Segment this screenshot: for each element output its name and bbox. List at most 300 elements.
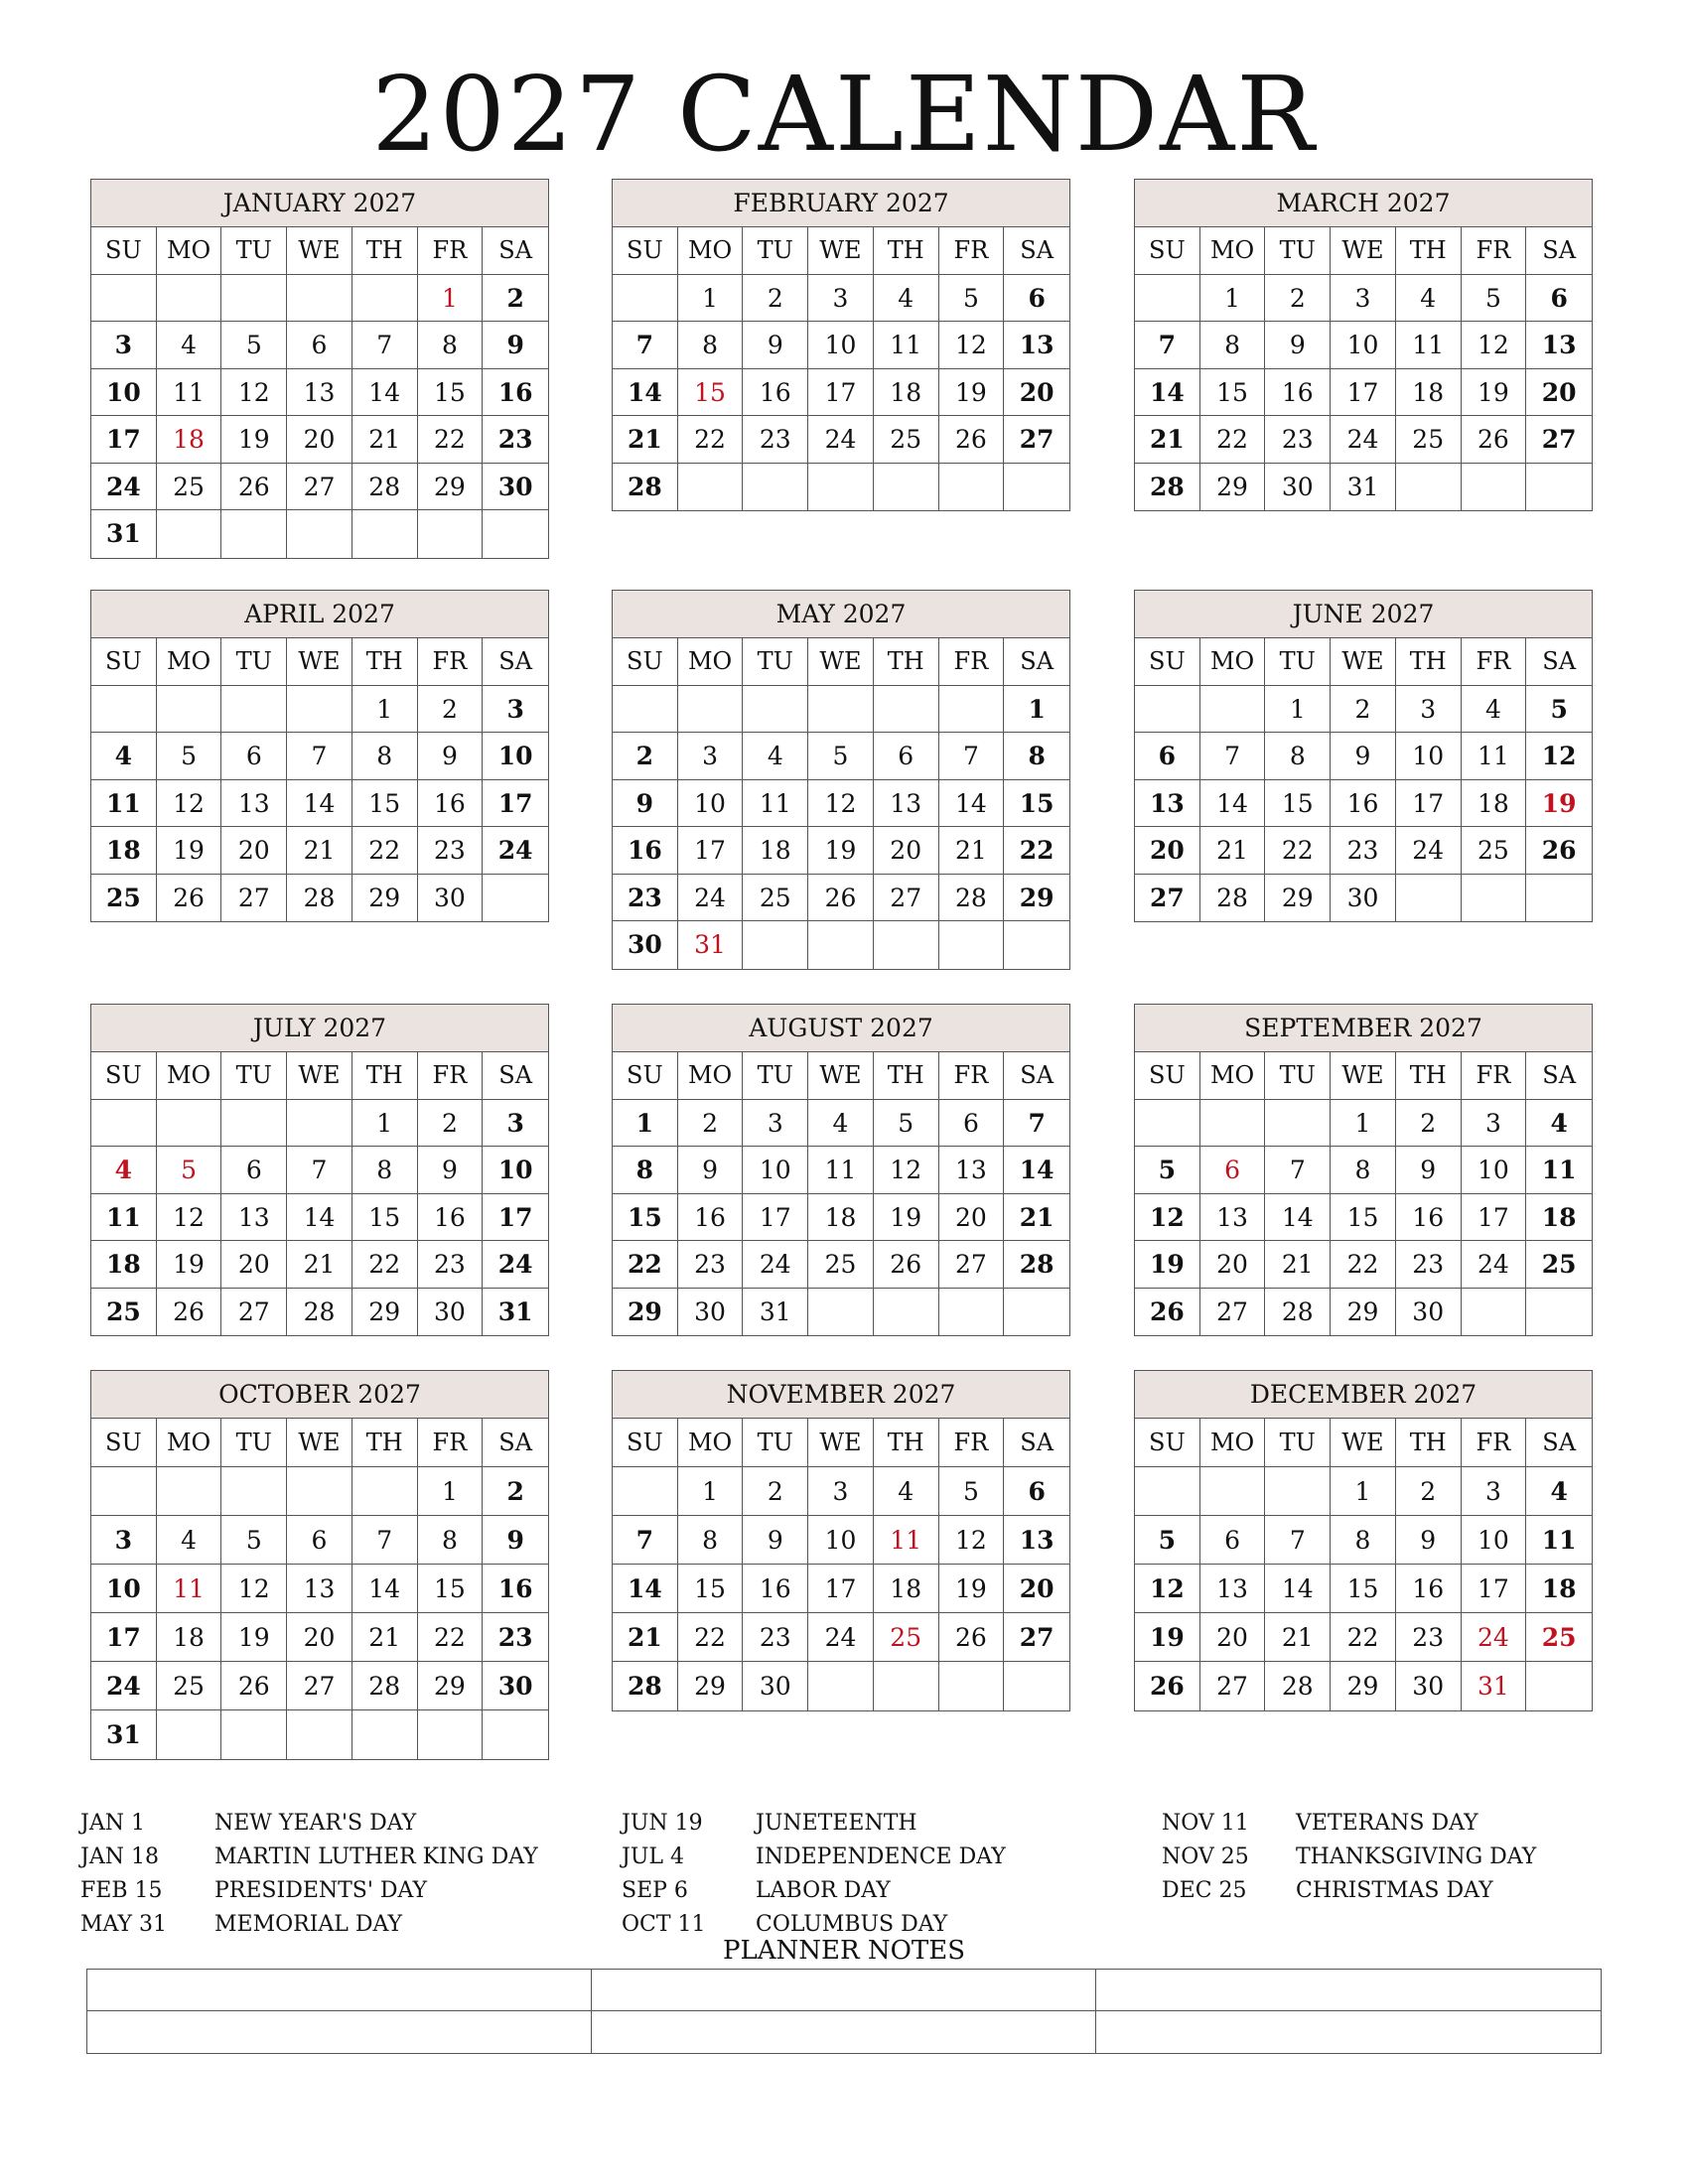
date-cell[interactable]: 16 — [1396, 1565, 1462, 1613]
date-cell[interactable]: 17 — [808, 1565, 874, 1613]
date-cell[interactable]: 23 — [1396, 1241, 1462, 1289]
date-cell[interactable]: 19 — [808, 827, 874, 875]
date-cell[interactable]: 23 — [1396, 1613, 1462, 1662]
date-cell[interactable]: 17 — [808, 369, 874, 417]
date-cell[interactable]: 10 — [808, 322, 874, 369]
date-cell[interactable]: 15 — [678, 1565, 744, 1613]
date-cell[interactable]: 31 — [1331, 464, 1396, 511]
date-cell[interactable]: 2 — [483, 275, 548, 323]
date-cell[interactable]: 8 — [352, 1147, 418, 1194]
date-cell[interactable]: 11 — [1526, 1516, 1592, 1565]
date-cell[interactable]: 15 — [1331, 1565, 1396, 1613]
date-cell[interactable]: 6 — [939, 1100, 1005, 1148]
date-cell[interactable]: 12 — [157, 780, 222, 828]
date-cell[interactable]: 19 — [157, 827, 222, 875]
date-cell[interactable]: 24 — [808, 416, 874, 464]
date-cell[interactable]: 9 — [483, 1516, 548, 1565]
notes-cell[interactable] — [592, 2011, 1096, 2053]
date-cell[interactable]: 4 — [157, 322, 222, 369]
date-cell[interactable]: 18 — [874, 1565, 939, 1613]
date-cell[interactable]: 2 — [418, 1100, 484, 1148]
date-cell[interactable]: 24 — [483, 827, 548, 875]
date-cell[interactable]: 16 — [418, 780, 484, 828]
date-cell[interactable]: 10 — [743, 1147, 808, 1194]
date-cell[interactable]: 8 — [1200, 322, 1266, 369]
date-cell[interactable]: 26 — [939, 416, 1005, 464]
holiday-date-cell[interactable]: 24 — [1462, 1613, 1527, 1662]
date-cell[interactable]: 6 — [1004, 275, 1069, 323]
date-cell[interactable]: 9 — [1396, 1516, 1462, 1565]
date-cell[interactable]: 17 — [483, 1194, 548, 1242]
holiday-date-cell[interactable]: 4 — [91, 1147, 157, 1194]
date-cell[interactable]: 9 — [678, 1147, 744, 1194]
date-cell[interactable]: 12 — [1135, 1194, 1200, 1242]
date-cell[interactable]: 5 — [1526, 686, 1592, 734]
date-cell[interactable]: 28 — [1004, 1241, 1069, 1289]
date-cell[interactable]: 10 — [483, 733, 548, 780]
holiday-date-cell[interactable]: 31 — [678, 921, 744, 969]
date-cell[interactable]: 8 — [1331, 1516, 1396, 1565]
date-cell[interactable]: 12 — [1462, 322, 1527, 369]
notes-cell[interactable] — [592, 1970, 1096, 2011]
date-cell[interactable]: 9 — [1396, 1147, 1462, 1194]
date-cell[interactable]: 25 — [91, 1289, 157, 1336]
date-cell[interactable]: 9 — [613, 780, 678, 828]
date-cell[interactable]: 27 — [1004, 1613, 1069, 1662]
holiday-date-cell[interactable]: 5 — [157, 1147, 222, 1194]
date-cell[interactable]: 3 — [483, 686, 548, 734]
date-cell[interactable]: 12 — [1135, 1565, 1200, 1613]
date-cell[interactable]: 29 — [1331, 1289, 1396, 1336]
date-cell[interactable]: 7 — [1135, 322, 1200, 369]
date-cell[interactable]: 30 — [1396, 1289, 1462, 1336]
date-cell[interactable]: 2 — [743, 1467, 808, 1516]
date-cell[interactable]: 11 — [808, 1147, 874, 1194]
date-cell[interactable]: 4 — [1462, 686, 1527, 734]
date-cell[interactable]: 21 — [352, 416, 418, 464]
date-cell[interactable]: 13 — [221, 1194, 287, 1242]
date-cell[interactable]: 8 — [418, 1516, 484, 1565]
date-cell[interactable]: 31 — [91, 1710, 157, 1759]
date-cell[interactable]: 12 — [157, 1194, 222, 1242]
date-cell[interactable]: 9 — [1331, 733, 1396, 780]
date-cell[interactable]: 18 — [1526, 1565, 1592, 1613]
date-cell[interactable]: 14 — [1135, 369, 1200, 417]
date-cell[interactable]: 26 — [1526, 827, 1592, 875]
date-cell[interactable]: 28 — [939, 875, 1005, 922]
date-cell[interactable]: 4 — [808, 1100, 874, 1148]
date-cell[interactable]: 21 — [939, 827, 1005, 875]
date-cell[interactable]: 7 — [352, 322, 418, 369]
date-cell[interactable]: 19 — [874, 1194, 939, 1242]
date-cell[interactable]: 30 — [483, 464, 548, 511]
date-cell[interactable]: 8 — [678, 322, 744, 369]
date-cell[interactable]: 3 — [1331, 275, 1396, 323]
date-cell[interactable]: 17 — [1396, 780, 1462, 828]
date-cell[interactable]: 5 — [221, 322, 287, 369]
date-cell[interactable]: 16 — [743, 369, 808, 417]
date-cell[interactable]: 4 — [157, 1516, 222, 1565]
date-cell[interactable]: 26 — [1135, 1662, 1200, 1710]
holiday-date-cell[interactable]: 15 — [678, 369, 744, 417]
date-cell[interactable]: 22 — [613, 1241, 678, 1289]
planner-notes-table[interactable] — [86, 1969, 1602, 2054]
date-cell[interactable]: 20 — [1526, 369, 1592, 417]
date-cell[interactable]: 23 — [1265, 416, 1331, 464]
date-cell[interactable]: 26 — [1462, 416, 1527, 464]
date-cell[interactable]: 3 — [1396, 686, 1462, 734]
date-cell[interactable]: 12 — [939, 1516, 1005, 1565]
date-cell[interactable]: 15 — [1331, 1194, 1396, 1242]
date-cell[interactable]: 20 — [1135, 827, 1200, 875]
date-cell[interactable]: 28 — [287, 1289, 352, 1336]
date-cell[interactable]: 12 — [939, 322, 1005, 369]
date-cell[interactable]: 16 — [1331, 780, 1396, 828]
date-cell[interactable]: 7 — [1200, 733, 1266, 780]
date-cell[interactable]: 30 — [1331, 875, 1396, 922]
date-cell[interactable]: 16 — [743, 1565, 808, 1613]
date-cell[interactable]: 22 — [352, 1241, 418, 1289]
date-cell[interactable]: 28 — [287, 875, 352, 922]
date-cell[interactable]: 26 — [157, 875, 222, 922]
date-cell[interactable]: 11 — [743, 780, 808, 828]
date-cell[interactable]: 29 — [352, 875, 418, 922]
date-cell[interactable]: 10 — [91, 369, 157, 417]
date-cell[interactable]: 11 — [91, 780, 157, 828]
date-cell[interactable]: 14 — [1004, 1147, 1069, 1194]
date-cell[interactable]: 6 — [221, 733, 287, 780]
date-cell[interactable]: 28 — [1200, 875, 1266, 922]
date-cell[interactable]: 20 — [221, 1241, 287, 1289]
date-cell[interactable]: 9 — [743, 322, 808, 369]
date-cell[interactable]: 7 — [1265, 1147, 1331, 1194]
notes-cell[interactable] — [1096, 2011, 1601, 2053]
date-cell[interactable]: 19 — [1135, 1613, 1200, 1662]
notes-cell[interactable] — [1096, 1970, 1601, 2011]
holiday-date-cell[interactable]: 18 — [157, 416, 222, 464]
date-cell[interactable]: 31 — [91, 510, 157, 558]
date-cell[interactable]: 5 — [939, 1467, 1005, 1516]
date-cell[interactable]: 8 — [678, 1516, 744, 1565]
date-cell[interactable]: 30 — [418, 1289, 484, 1336]
date-cell[interactable]: 19 — [221, 416, 287, 464]
date-cell[interactable]: 8 — [352, 733, 418, 780]
date-cell[interactable]: 29 — [1004, 875, 1069, 922]
date-cell[interactable]: 11 — [1462, 733, 1527, 780]
date-cell[interactable]: 6 — [1200, 1516, 1266, 1565]
date-cell[interactable]: 15 — [613, 1194, 678, 1242]
date-cell[interactable]: 14 — [1265, 1565, 1331, 1613]
date-cell[interactable]: 17 — [1331, 369, 1396, 417]
date-cell[interactable]: 9 — [418, 1147, 484, 1194]
date-cell[interactable]: 6 — [287, 1516, 352, 1565]
date-cell[interactable]: 17 — [483, 780, 548, 828]
date-cell[interactable]: 5 — [1135, 1516, 1200, 1565]
date-cell[interactable]: 3 — [808, 1467, 874, 1516]
date-cell[interactable]: 7 — [287, 733, 352, 780]
date-cell[interactable]: 8 — [1004, 733, 1069, 780]
date-cell[interactable]: 18 — [1462, 780, 1527, 828]
date-cell[interactable]: 31 — [743, 1289, 808, 1336]
date-cell[interactable]: 14 — [352, 369, 418, 417]
date-cell[interactable]: 13 — [1200, 1565, 1266, 1613]
date-cell[interactable]: 9 — [743, 1516, 808, 1565]
date-cell[interactable]: 24 — [1331, 416, 1396, 464]
date-cell[interactable]: 16 — [1396, 1194, 1462, 1242]
date-cell[interactable]: 15 — [352, 1194, 418, 1242]
date-cell[interactable]: 11 — [1526, 1147, 1592, 1194]
date-cell[interactable]: 16 — [678, 1194, 744, 1242]
date-cell[interactable]: 27 — [1526, 416, 1592, 464]
date-cell[interactable]: 2 — [1331, 686, 1396, 734]
date-cell[interactable]: 21 — [1135, 416, 1200, 464]
date-cell[interactable]: 18 — [874, 369, 939, 417]
date-cell[interactable]: 14 — [939, 780, 1005, 828]
date-cell[interactable]: 1 — [1331, 1467, 1396, 1516]
date-cell[interactable]: 7 — [1004, 1100, 1069, 1148]
date-cell[interactable]: 8 — [1265, 733, 1331, 780]
date-cell[interactable]: 22 — [678, 416, 744, 464]
date-cell[interactable]: 20 — [874, 827, 939, 875]
date-cell[interactable]: 30 — [1265, 464, 1331, 511]
date-cell[interactable]: 2 — [1396, 1467, 1462, 1516]
date-cell[interactable]: 19 — [157, 1241, 222, 1289]
date-cell[interactable]: 21 — [287, 1241, 352, 1289]
date-cell[interactable]: 14 — [287, 780, 352, 828]
date-cell[interactable]: 27 — [1200, 1289, 1266, 1336]
date-cell[interactable]: 7 — [613, 322, 678, 369]
holiday-date-cell[interactable]: 25 — [1526, 1613, 1592, 1662]
date-cell[interactable]: 1 — [1331, 1100, 1396, 1148]
date-cell[interactable]: 20 — [287, 416, 352, 464]
date-cell[interactable]: 23 — [613, 875, 678, 922]
date-cell[interactable]: 4 — [874, 1467, 939, 1516]
date-cell[interactable]: 17 — [91, 1613, 157, 1662]
date-cell[interactable]: 18 — [808, 1194, 874, 1242]
date-cell[interactable]: 23 — [483, 1613, 548, 1662]
date-cell[interactable]: 15 — [1200, 369, 1266, 417]
date-cell[interactable]: 13 — [874, 780, 939, 828]
date-cell[interactable]: 26 — [808, 875, 874, 922]
holiday-date-cell[interactable]: 11 — [157, 1565, 222, 1613]
date-cell[interactable]: 13 — [1004, 322, 1069, 369]
date-cell[interactable]: 5 — [939, 275, 1005, 323]
date-cell[interactable]: 16 — [483, 1565, 548, 1613]
date-cell[interactable]: 6 — [287, 322, 352, 369]
date-cell[interactable]: 1 — [418, 1467, 484, 1516]
date-cell[interactable]: 28 — [613, 464, 678, 511]
date-cell[interactable]: 18 — [1396, 369, 1462, 417]
date-cell[interactable]: 1 — [1004, 686, 1069, 734]
date-cell[interactable]: 13 — [1526, 322, 1592, 369]
date-cell[interactable]: 21 — [352, 1613, 418, 1662]
date-cell[interactable]: 23 — [1331, 827, 1396, 875]
date-cell[interactable]: 2 — [418, 686, 484, 734]
date-cell[interactable]: 23 — [743, 416, 808, 464]
date-cell[interactable]: 13 — [1135, 780, 1200, 828]
date-cell[interactable]: 24 — [91, 1662, 157, 1710]
date-cell[interactable]: 1 — [678, 1467, 744, 1516]
date-cell[interactable]: 24 — [1462, 1241, 1527, 1289]
date-cell[interactable]: 28 — [352, 1662, 418, 1710]
date-cell[interactable]: 9 — [483, 322, 548, 369]
date-cell[interactable]: 22 — [418, 1613, 484, 1662]
date-cell[interactable]: 9 — [418, 733, 484, 780]
date-cell[interactable]: 14 — [1265, 1194, 1331, 1242]
date-cell[interactable]: 22 — [352, 827, 418, 875]
notes-cell[interactable] — [87, 1970, 592, 2011]
date-cell[interactable]: 18 — [743, 827, 808, 875]
date-cell[interactable]: 29 — [1331, 1662, 1396, 1710]
date-cell[interactable]: 8 — [418, 322, 484, 369]
date-cell[interactable]: 21 — [1004, 1194, 1069, 1242]
date-cell[interactable]: 25 — [1462, 827, 1527, 875]
date-cell[interactable]: 6 — [1135, 733, 1200, 780]
date-cell[interactable]: 29 — [418, 464, 484, 511]
date-cell[interactable]: 28 — [1265, 1662, 1331, 1710]
date-cell[interactable]: 20 — [1200, 1241, 1266, 1289]
date-cell[interactable]: 30 — [483, 1662, 548, 1710]
date-cell[interactable]: 5 — [1462, 275, 1527, 323]
date-cell[interactable]: 13 — [1004, 1516, 1069, 1565]
date-cell[interactable]: 30 — [743, 1662, 808, 1710]
date-cell[interactable]: 10 — [1331, 322, 1396, 369]
date-cell[interactable]: 21 — [1265, 1241, 1331, 1289]
date-cell[interactable]: 13 — [1200, 1194, 1266, 1242]
date-cell[interactable]: 28 — [352, 464, 418, 511]
date-cell[interactable]: 20 — [221, 827, 287, 875]
date-cell[interactable]: 10 — [483, 1147, 548, 1194]
date-cell[interactable]: 1 — [352, 686, 418, 734]
date-cell[interactable]: 30 — [418, 875, 484, 922]
date-cell[interactable]: 5 — [221, 1516, 287, 1565]
date-cell[interactable]: 26 — [874, 1241, 939, 1289]
date-cell[interactable]: 5 — [1135, 1147, 1200, 1194]
notes-cell[interactable] — [87, 2011, 592, 2053]
date-cell[interactable]: 9 — [1265, 322, 1331, 369]
date-cell[interactable]: 8 — [1331, 1147, 1396, 1194]
date-cell[interactable]: 27 — [939, 1241, 1005, 1289]
date-cell[interactable]: 3 — [91, 322, 157, 369]
date-cell[interactable]: 29 — [1265, 875, 1331, 922]
date-cell[interactable]: 7 — [352, 1516, 418, 1565]
date-cell[interactable]: 27 — [221, 1289, 287, 1336]
date-cell[interactable]: 27 — [1004, 416, 1069, 464]
date-cell[interactable]: 2 — [1396, 1100, 1462, 1148]
date-cell[interactable]: 4 — [743, 733, 808, 780]
date-cell[interactable]: 18 — [157, 1613, 222, 1662]
date-cell[interactable]: 17 — [743, 1194, 808, 1242]
date-cell[interactable]: 19 — [1462, 369, 1527, 417]
date-cell[interactable]: 3 — [808, 275, 874, 323]
date-cell[interactable]: 24 — [91, 464, 157, 511]
date-cell[interactable]: 27 — [287, 464, 352, 511]
date-cell[interactable]: 24 — [678, 875, 744, 922]
date-cell[interactable]: 21 — [613, 416, 678, 464]
date-cell[interactable]: 14 — [613, 369, 678, 417]
date-cell[interactable]: 28 — [1135, 464, 1200, 511]
date-cell[interactable]: 6 — [874, 733, 939, 780]
date-cell[interactable]: 16 — [418, 1194, 484, 1242]
date-cell[interactable]: 23 — [418, 1241, 484, 1289]
date-cell[interactable]: 21 — [287, 827, 352, 875]
date-cell[interactable]: 13 — [287, 369, 352, 417]
date-cell[interactable]: 6 — [221, 1147, 287, 1194]
date-cell[interactable]: 11 — [874, 322, 939, 369]
date-cell[interactable]: 5 — [157, 733, 222, 780]
date-cell[interactable]: 14 — [613, 1565, 678, 1613]
date-cell[interactable]: 21 — [613, 1613, 678, 1662]
date-cell[interactable]: 13 — [939, 1147, 1005, 1194]
date-cell[interactable]: 30 — [1396, 1662, 1462, 1710]
date-cell[interactable]: 14 — [352, 1565, 418, 1613]
date-cell[interactable]: 19 — [939, 369, 1005, 417]
date-cell[interactable]: 21 — [1265, 1613, 1331, 1662]
date-cell[interactable]: 2 — [678, 1100, 744, 1148]
date-cell[interactable]: 7 — [287, 1147, 352, 1194]
date-cell[interactable]: 30 — [613, 921, 678, 969]
date-cell[interactable]: 25 — [1526, 1241, 1592, 1289]
date-cell[interactable]: 3 — [743, 1100, 808, 1148]
date-cell[interactable]: 24 — [808, 1613, 874, 1662]
date-cell[interactable]: 26 — [939, 1613, 1005, 1662]
holiday-date-cell[interactable]: 31 — [1462, 1662, 1527, 1710]
date-cell[interactable]: 25 — [157, 1662, 222, 1710]
date-cell[interactable]: 23 — [418, 827, 484, 875]
date-cell[interactable]: 7 — [613, 1516, 678, 1565]
date-cell[interactable]: 24 — [743, 1241, 808, 1289]
date-cell[interactable]: 12 — [221, 369, 287, 417]
date-cell[interactable]: 4 — [1526, 1100, 1592, 1148]
date-cell[interactable]: 22 — [418, 416, 484, 464]
date-cell[interactable]: 15 — [1004, 780, 1069, 828]
date-cell[interactable]: 14 — [1200, 780, 1266, 828]
date-cell[interactable]: 16 — [483, 369, 548, 417]
date-cell[interactable]: 20 — [1004, 369, 1069, 417]
date-cell[interactable]: 20 — [1200, 1613, 1266, 1662]
date-cell[interactable]: 15 — [418, 369, 484, 417]
date-cell[interactable]: 7 — [1265, 1516, 1331, 1565]
date-cell[interactable]: 25 — [1396, 416, 1462, 464]
date-cell[interactable]: 29 — [352, 1289, 418, 1336]
date-cell[interactable]: 12 — [1526, 733, 1592, 780]
date-cell[interactable]: 12 — [874, 1147, 939, 1194]
date-cell[interactable]: 23 — [483, 416, 548, 464]
date-cell[interactable]: 19 — [939, 1565, 1005, 1613]
date-cell[interactable]: 16 — [1265, 369, 1331, 417]
date-cell[interactable]: 3 — [91, 1516, 157, 1565]
date-cell[interactable]: 11 — [1396, 322, 1462, 369]
date-cell[interactable]: 18 — [1526, 1194, 1592, 1242]
date-cell[interactable]: 10 — [91, 1565, 157, 1613]
date-cell[interactable]: 21 — [1200, 827, 1266, 875]
date-cell[interactable]: 26 — [221, 1662, 287, 1710]
holiday-date-cell[interactable]: 19 — [1526, 780, 1592, 828]
date-cell[interactable]: 27 — [287, 1662, 352, 1710]
date-cell[interactable]: 13 — [287, 1565, 352, 1613]
date-cell[interactable]: 23 — [743, 1613, 808, 1662]
date-cell[interactable]: 27 — [874, 875, 939, 922]
date-cell[interactable]: 29 — [418, 1662, 484, 1710]
date-cell[interactable]: 7 — [939, 733, 1005, 780]
date-cell[interactable]: 18 — [91, 1241, 157, 1289]
date-cell[interactable]: 30 — [678, 1289, 744, 1336]
date-cell[interactable]: 3 — [678, 733, 744, 780]
date-cell[interactable]: 16 — [613, 827, 678, 875]
date-cell[interactable]: 12 — [221, 1565, 287, 1613]
date-cell[interactable]: 23 — [678, 1241, 744, 1289]
date-cell[interactable]: 10 — [678, 780, 744, 828]
